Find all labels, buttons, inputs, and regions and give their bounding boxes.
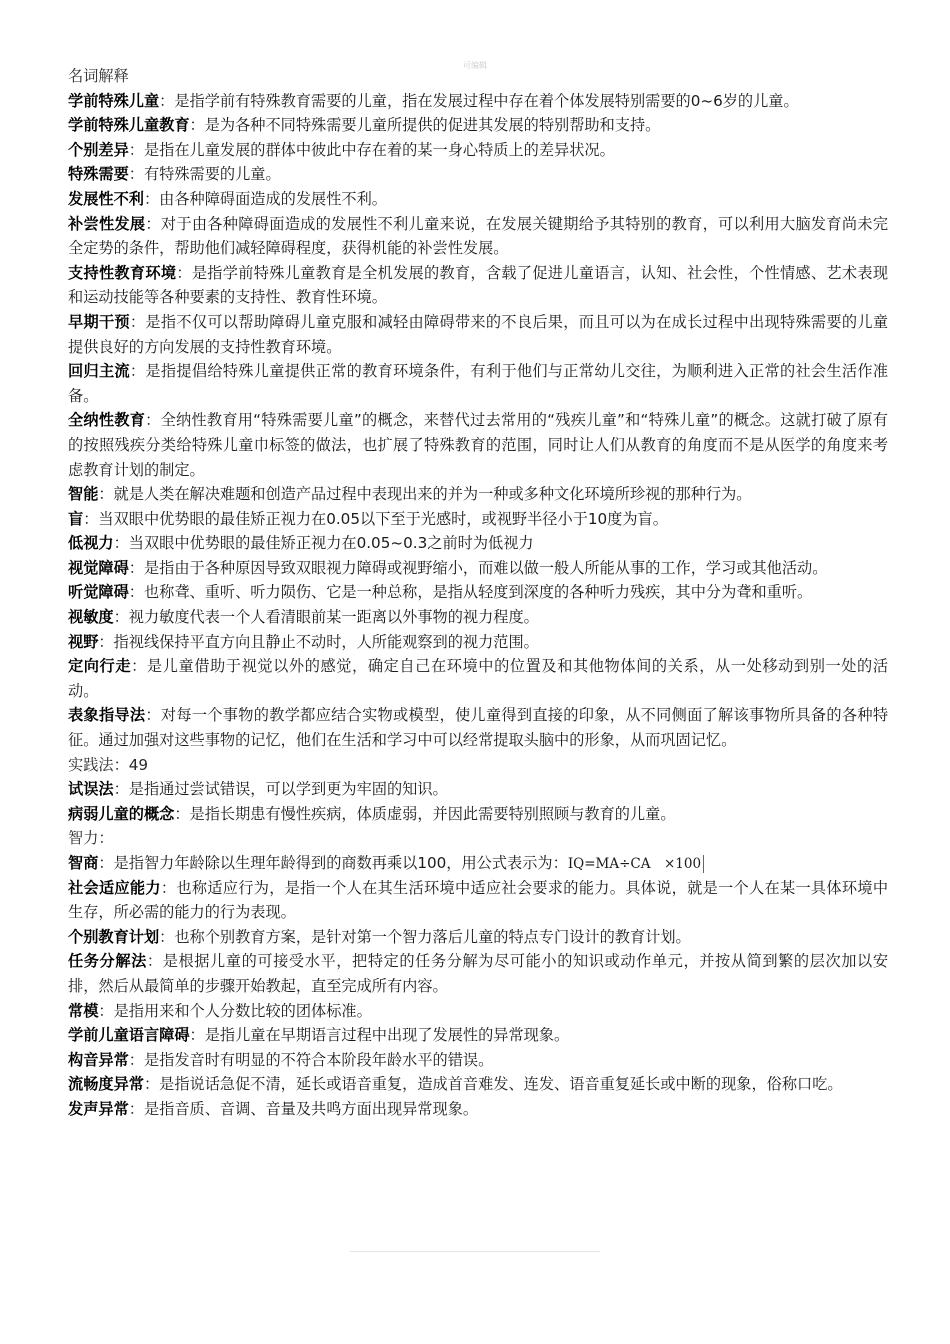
definition-separator: ： <box>83 509 99 528</box>
iq-formula: IQ=MA÷CA ×100 <box>568 855 704 873</box>
definition-term: 低视力 <box>68 534 114 553</box>
definition-entry <box>68 531 888 556</box>
definition-term: 视觉障碍 <box>68 558 129 577</box>
definition-term: 学前特殊儿童教育 <box>68 116 190 135</box>
definition-text: 是指长期患有慢性疾病，体质虚弱，并因此需要特别照顾与教育的儿童。 <box>189 804 676 823</box>
definition-entry <box>68 507 888 532</box>
definition-entry <box>68 802 888 827</box>
definition-separator: ： <box>159 91 175 110</box>
definition-entry <box>68 359 888 408</box>
definition-entry <box>68 556 888 581</box>
definition-text: 是指说话急促不清，延长或语音重复，造成首音难发、连发、语音重复延长或中断的现象，俗称口吃。 <box>159 1075 843 1094</box>
definition-term: 表象指导法 <box>68 706 146 725</box>
definition-text: 对于由各种障碍面造成的发展性不利儿童来说，在发展关键期给予其特别的教育，可以利用大脑发育尚未完全定势的条件，帮助他们减轻障碍程度，获得机能的补尝性发展。 <box>68 214 889 258</box>
definition-entry <box>68 777 888 802</box>
definition-text: 由各种障碍面造成的发展性不利。 <box>159 189 387 208</box>
note-intelligence: 智力： <box>68 829 114 848</box>
definition-separator: ： <box>113 780 129 799</box>
definition-entry <box>68 1048 888 1073</box>
definition-separator: ： <box>128 583 144 602</box>
definition-text: 是为各种不同特殊需要儿童所提供的促进其发展的特别帮助和支持。 <box>204 116 661 135</box>
definition-entry <box>68 482 888 507</box>
definition-term: 补尝性发展 <box>68 214 146 233</box>
definition-list <box>68 89 888 753</box>
definition-text: 是根据儿童的可接受水平，把特定的任务分解为尽可能小的知识或动作单元，并按从简到繁的层次加以安排，然后从最简单的步骤开始教起，直至完成所有内容。 <box>68 952 889 995</box>
definition-separator: ： <box>145 214 161 233</box>
definition-term: 任务分解法 <box>68 952 147 971</box>
definition-separator: ： <box>113 608 129 627</box>
definition-text: 也称聋、重听、听力陨伤、它是一种总称，是指从轻度到深度的各种听力残疾，其中分为聋和重听。 <box>143 583 813 602</box>
definition-separator: ： <box>160 878 177 897</box>
definition-term: 全纳性教育 <box>68 411 146 430</box>
definition-term: 常模 <box>68 1001 99 1020</box>
definition-separator: ： <box>98 854 114 872</box>
definition-separator: ： <box>174 804 190 823</box>
definition-separator: ： <box>129 312 146 331</box>
definition-separator: ： <box>128 165 144 184</box>
footer-divider <box>350 1251 600 1252</box>
definition-text: 全纳性教育用“特殊需要儿童”的概念，来替代过去常用的“残疾儿童”和“特殊儿童”的概念。这就打破了原有的按照残疾分类给特殊儿童巾标签的做法，也扩展了特殊教育的范围，同时让人们从教育的角度而不是从医学的角度来考虑教育计划的制定。 <box>68 411 888 479</box>
definition-text: 是指学前特殊儿童教育是全机发展的教育，含载了促进儿童语言，认知、社会性，个性情感、艺术表现和运动技能等各种要素的支持性、教育性环境。 <box>68 263 889 307</box>
definition-entry <box>68 605 888 630</box>
definition-separator: ： <box>143 1075 160 1094</box>
definition-text: 当双眼中优势眼的最佳矫正视力在0.05~0.3之前时为低视力 <box>128 534 534 553</box>
definition-separator: ： <box>98 632 114 651</box>
definition-entry <box>68 580 888 605</box>
definition-entry <box>68 876 888 925</box>
definition-text: 视力敏度代表一个人看清眼前某一距离以外事物的视力程度。 <box>128 608 539 627</box>
definition-text: 就是人类在解决难题和创造产品过程中表现出来的并为一种或多种文化环境所珍视的那种行为。 <box>113 485 752 504</box>
definition-iq <box>68 851 888 876</box>
definition-text: 是儿童借助于视觉以外的感觉，确定自己在环境中的位置及和其他物体间的关系，从一处移动到别一处的活动。 <box>68 657 889 700</box>
definition-text: 也称个别教育方案，是针对第一个智力落后儿童的特点专门设计的教育计划。 <box>174 927 691 946</box>
definition-term: 个别差异 <box>68 140 129 159</box>
definition-entry <box>68 1072 888 1097</box>
definition-entry <box>68 654 888 703</box>
definition-term: 试误法 <box>68 780 114 799</box>
definition-entry <box>68 1097 888 1122</box>
definition-separator: ： <box>189 1026 205 1045</box>
definition-entry <box>68 949 888 998</box>
definition-entry <box>68 310 888 359</box>
definition-term: 社会适应能力 <box>68 878 161 897</box>
definition-entry <box>68 925 888 950</box>
definition-term: 盲 <box>68 509 84 528</box>
definition-text: 是指智力年龄除以生理年龄得到的商数再乘以100，用公式表示为： <box>113 854 568 872</box>
definition-separator: ： <box>128 558 144 577</box>
definition-term: 特殊需要 <box>68 165 129 184</box>
definition-separator: ： <box>113 534 129 553</box>
section-title: 名词解释 <box>68 67 129 85</box>
definition-term: 定向行走 <box>68 657 132 676</box>
definition-term: 个别教育计划 <box>68 927 160 946</box>
definition-entry <box>68 212 888 261</box>
definition-entry <box>68 1023 888 1048</box>
definition-term: 听觉障碍 <box>68 583 129 602</box>
definition-separator: ： <box>128 1050 144 1069</box>
definition-list-2 <box>68 777 888 826</box>
definition-term: 发声异常 <box>68 1099 129 1118</box>
definition-separator: ： <box>146 952 163 971</box>
definition-separator: ： <box>128 1099 144 1118</box>
definition-separator: ： <box>131 657 147 676</box>
definition-term: 发展性不利 <box>68 189 144 208</box>
definition-text: 是指儿童在早期语言过程中出现了发展性的异常现象。 <box>204 1026 570 1045</box>
definition-text: 是指发音时有明显的不符合本阶段年龄水平的错误。 <box>143 1050 494 1069</box>
definition-term: 智能 <box>68 485 99 504</box>
definition-separator: ： <box>143 189 160 208</box>
definition-separator: ： <box>159 927 175 946</box>
definition-term: 智商 <box>68 854 99 872</box>
definition-text: 当双眼中优势眼的最佳矫正视力在0.05以下至于光感时，或视野半径小于10度为盲。 <box>98 509 668 528</box>
definition-text: 是指通过尝试错误，可以学到更为牢固的知识。 <box>128 780 448 799</box>
definition-separator: ： <box>128 140 144 159</box>
definition-entry <box>68 187 888 212</box>
definition-text: 也称适应行为，是指一个人在其生活环境中适应社会要求的能力。具体说，就是一个人在某一具体环境中生存，所必需的能力的行为表现。 <box>68 878 889 922</box>
definition-entry <box>68 113 888 138</box>
definition-text: 指视线保持平直方向且静止不动时，人所能观察到的视力范围。 <box>113 632 539 651</box>
definition-entry <box>68 138 888 163</box>
definition-entry <box>68 261 888 310</box>
definition-separator: ： <box>176 263 192 282</box>
definition-entry <box>68 703 888 752</box>
definition-text: 是指由于各种原因导致双眼视力障碍或视野缩小，而难以做一般人所能从事的工作，学习或其他活动。 <box>143 558 828 577</box>
definition-term: 支持性教育环境 <box>68 263 177 282</box>
definition-text: 是指学前有特殊教育需要的儿童，指在发展过程中存在着个体发展特别需要的0~6岁的儿童。 <box>174 91 799 110</box>
definition-separator: ： <box>98 485 114 504</box>
definition-term: 流畅度异常 <box>68 1075 144 1094</box>
definition-entry <box>68 89 888 114</box>
definition-text: 是指用来和个人分数比较的团体标准。 <box>113 1001 372 1020</box>
definition-term: 学前特殊儿童 <box>68 91 160 110</box>
definition-term: 构音异常 <box>68 1050 129 1069</box>
definition-text: 对每一个事物的教学都应结合实物或模型，使儿童得到直接的印象，从不同侧面了解该事物所具备的各种特征。通过加强对这些事物的记忆，他们在生活和学习中可以经常提取头脑中的形象，从而巩固记忆。 <box>68 706 889 750</box>
document-body <box>68 64 888 1122</box>
definition-separator: ： <box>145 706 161 725</box>
definition-text: 是指在儿童发展的群体中彼此中存在着的某一身心特质上的差异状况。 <box>143 140 615 159</box>
note-practice: 实践法：49 <box>68 755 149 774</box>
definition-term: 视野 <box>68 632 99 651</box>
watermark-text: 可编辑 <box>463 61 487 70</box>
definition-text: 是指提倡给特殊儿童提供正常的教育环境条件，有利于他们与正常幼儿交往，为顺利进入正常的社会生活作准备。 <box>68 362 889 405</box>
definition-separator: ： <box>129 362 146 381</box>
definition-text: 是指不仅可以帮助障碍儿童克服和减轻由障碍带来的不良后果，而且可以为在成长过程中出现特殊需要的儿童提供良好的方向发展的支持性教育环境。 <box>68 312 889 356</box>
definition-separator: ： <box>145 411 161 430</box>
definition-term: 早期干预 <box>68 312 130 331</box>
definition-separator: ： <box>98 1001 114 1020</box>
definition-separator: ： <box>189 116 205 135</box>
definition-text: 有特殊需要的儿童。 <box>143 165 281 184</box>
definition-term: 回归主流 <box>68 362 130 381</box>
definition-entry <box>68 999 888 1024</box>
definition-entry <box>68 408 888 482</box>
definition-term: 视敏度 <box>68 608 114 627</box>
definition-term: 病弱儿童的概念 <box>68 804 175 823</box>
definition-entry <box>68 630 888 655</box>
definition-text: 是指音质、音调、音量及共鸣方面出现异常现象。 <box>143 1099 479 1118</box>
definition-term: 学前儿童语言障碍 <box>68 1026 190 1045</box>
definition-list-3 <box>68 876 888 1122</box>
definition-entry <box>68 162 888 187</box>
